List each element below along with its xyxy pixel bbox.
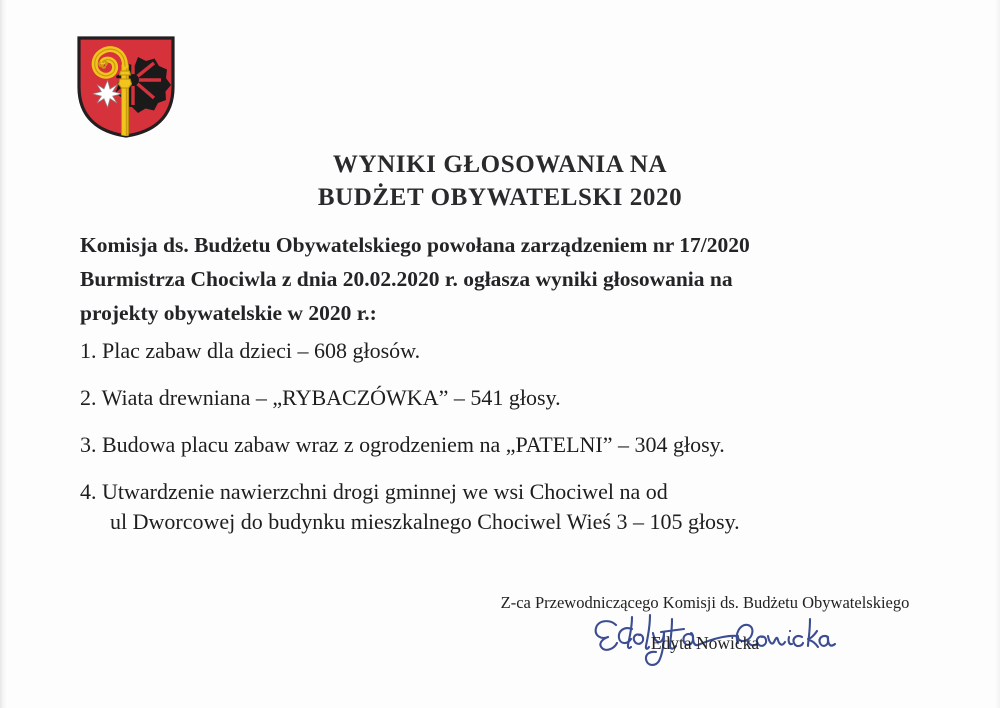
list-item-number: 1. — [80, 338, 97, 363]
signature-name-row — [470, 613, 940, 659]
list-item — [80, 336, 932, 366]
coat-of-arms-chociwel — [76, 35, 176, 139]
list-item-text: Budowa placu zabaw wraz z ogrodzeniem na „PATELNI” – 304 głosy. — [102, 432, 725, 457]
results-list — [80, 336, 932, 554]
title-line-2: BUDŻET OBYWATELSKI 2020 — [317, 184, 683, 211]
list-item — [80, 383, 932, 413]
list-item-number: 2. — [80, 385, 97, 410]
list-item-number: 4. — [80, 479, 97, 504]
intro-line-3: projekty obywatelskie w 2020 r.: — [80, 301, 377, 325]
signature-block — [470, 592, 940, 659]
list-item — [80, 477, 932, 537]
scan-edge-shadow-left — [0, 0, 7, 708]
list-item-text: Plac zabaw dla dzieci – 608 głosów. — [102, 338, 421, 363]
list-item-text-line-1: Utwardzenie nawierzchni drogi gminnej we wsi Chociwel na od — [102, 479, 668, 504]
intro-paragraph — [80, 228, 932, 330]
list-item-text: Wiata drewniana – „RYBACZÓWKA” – 541 głosy. — [101, 385, 561, 410]
list-item-number: 3. — [80, 432, 97, 457]
list-item-text-line-2: ul Dworcowej do budynku mieszkalnego Chociwel Wieś 3 – 105 głosy. — [110, 509, 740, 534]
signature-printed-name: Edyta Nowicka — [650, 633, 760, 653]
title-line-1: WYNIKI GŁOSOWANIA NA — [332, 151, 668, 178]
intro-line-1: Komisja ds. Budżetu Obywatelskiego powołana zarządzeniem nr 17/2020 — [80, 233, 750, 257]
scan-edge-shadow-right — [995, 0, 1000, 708]
list-item — [80, 430, 932, 460]
intro-line-2: Burmistrza Chociwla z dnia 20.02.2020 r. ogłasza wyniki głosowania na — [80, 267, 733, 291]
page-title — [0, 148, 1000, 214]
signature-role: Z-ca Przewodniczącego Komisji ds. Budżetu Obywatelskiego — [500, 593, 910, 612]
